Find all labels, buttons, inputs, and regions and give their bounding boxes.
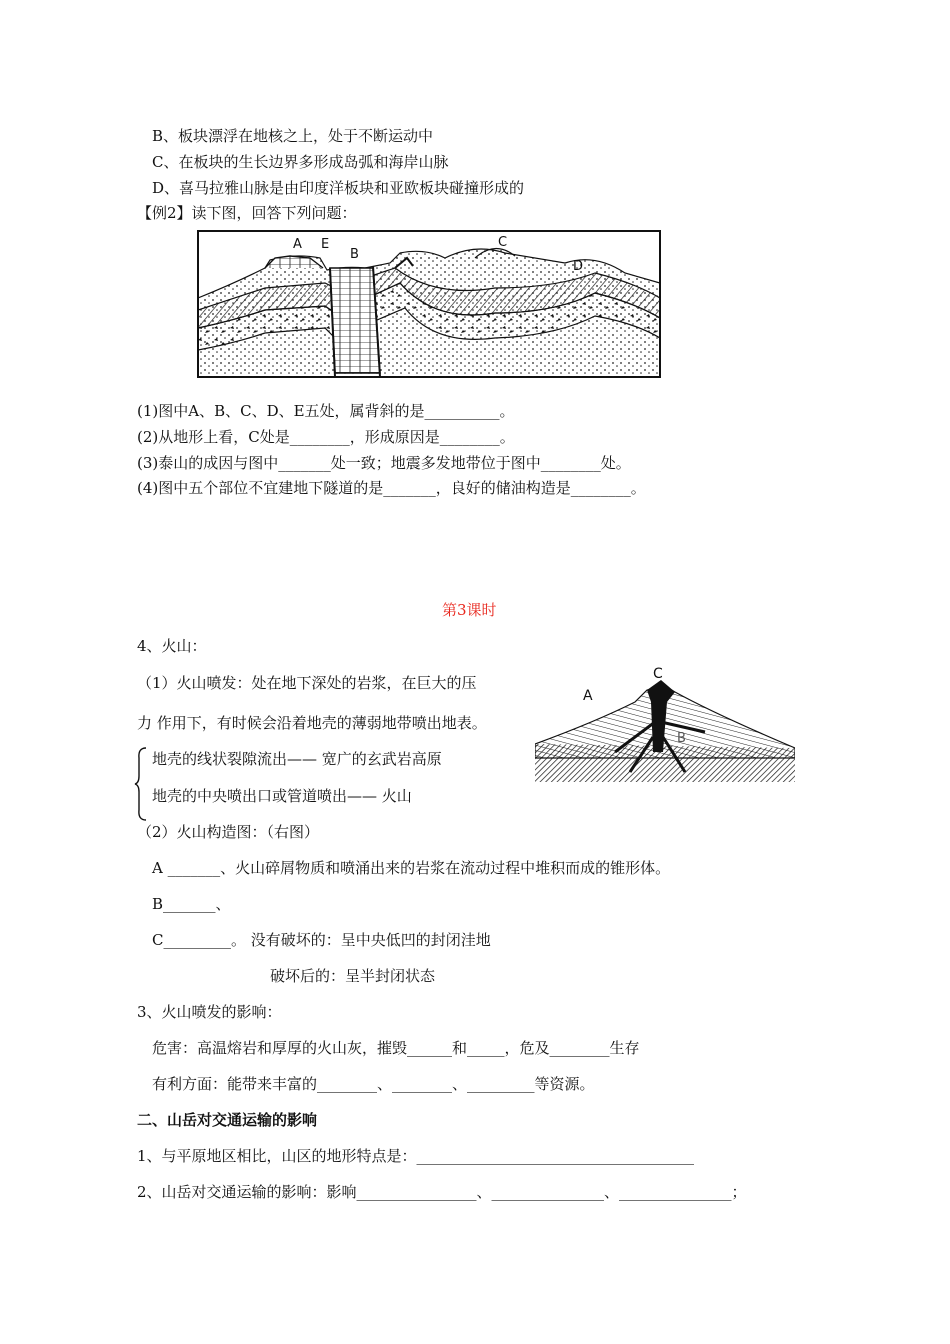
eruption-line-2: 力 作用下，有时候会沿着地壳的薄弱地带喷出地表。 — [137, 714, 487, 732]
option-c: C、在板块的生长边界多形成岛弧和海岸山脉 — [152, 153, 449, 171]
lesson-title: 第3课时 — [442, 601, 497, 619]
label-c: C — [498, 235, 508, 250]
structure-b: B_______、 — [152, 895, 231, 913]
brace-item-1: 地壳的线状裂隙流出—— 宽广的玄武岩高原 — [152, 750, 442, 768]
label-e: E — [321, 237, 330, 252]
volcano-heading: 4、火山： — [137, 637, 207, 655]
brace-item-2: 地壳的中央喷出口或管道喷出—— 火山 — [152, 787, 412, 805]
volcano-label-b: B — [677, 731, 686, 746]
label-a: A — [293, 237, 302, 252]
section2-heading: 二、山岳对交通运输的影响 — [137, 1111, 318, 1129]
section2-q2: 2、山岳对交通运输的影响：影响________________、_______________、_______________； — [137, 1183, 747, 1201]
eruption-line-1: （1）火山喷发：处在地下深处的岩浆，在巨大的压 — [137, 674, 477, 692]
impact-heading: 3、火山喷发的影响： — [137, 1003, 282, 1021]
structure-heading: （2）火山构造图：（右图） — [137, 823, 320, 841]
volcano-label-c: C — [653, 666, 663, 682]
option-b: B、板块漂浮在地核之上，处于不断运动中 — [152, 127, 434, 145]
example2-q1: (1)图中A、B、C、D、E五处，属背斜的是__________。 — [137, 402, 515, 420]
structure-a: A _______、火山碎屑物质和喷涌出来的岩浆在流动过程中堆积而成的锥形体。 — [152, 859, 671, 877]
volcano-label-a: A — [583, 688, 593, 704]
structure-c: C_________。 没有破坏的：呈中央低凹的封闭洼地 — [152, 931, 491, 949]
example2-q2: (2)从地形上看，C处是________，形成原因是________。 — [137, 428, 515, 446]
impact-harm: 危害：高温熔岩和厚厚的火山灰，摧毁______和_____，危及________生存 — [152, 1039, 640, 1057]
example2-prompt: 【例2】读下图，回答下列问题： — [137, 204, 357, 222]
example2-q3: (3)泰山的成因与图中_______处一致；地震多发地带位于图中________处。 — [137, 454, 631, 472]
impact-benefit: 有利方面：能带来丰富的________、________、_________等资源。 — [152, 1075, 595, 1093]
example2-q4: (4)图中五个部位不宜建地下隧道的是_______，良好的储油构造是________。 — [137, 479, 646, 497]
label-b: B — [350, 247, 359, 262]
option-d: D、喜马拉雅山脉是由印度洋板块和亚欧板块碰撞形成的 — [152, 179, 525, 197]
volcano-diagram — [535, 662, 795, 782]
section2-q1: 1、与平原地区相比，山区的地形特点是：_____________________________________ — [137, 1147, 695, 1165]
structure-c2: 破坏后的：呈半封闭状态 — [270, 967, 436, 985]
fold-fault-diagram — [195, 228, 663, 380]
label-d: D — [573, 259, 584, 274]
brace-icon — [134, 746, 148, 822]
